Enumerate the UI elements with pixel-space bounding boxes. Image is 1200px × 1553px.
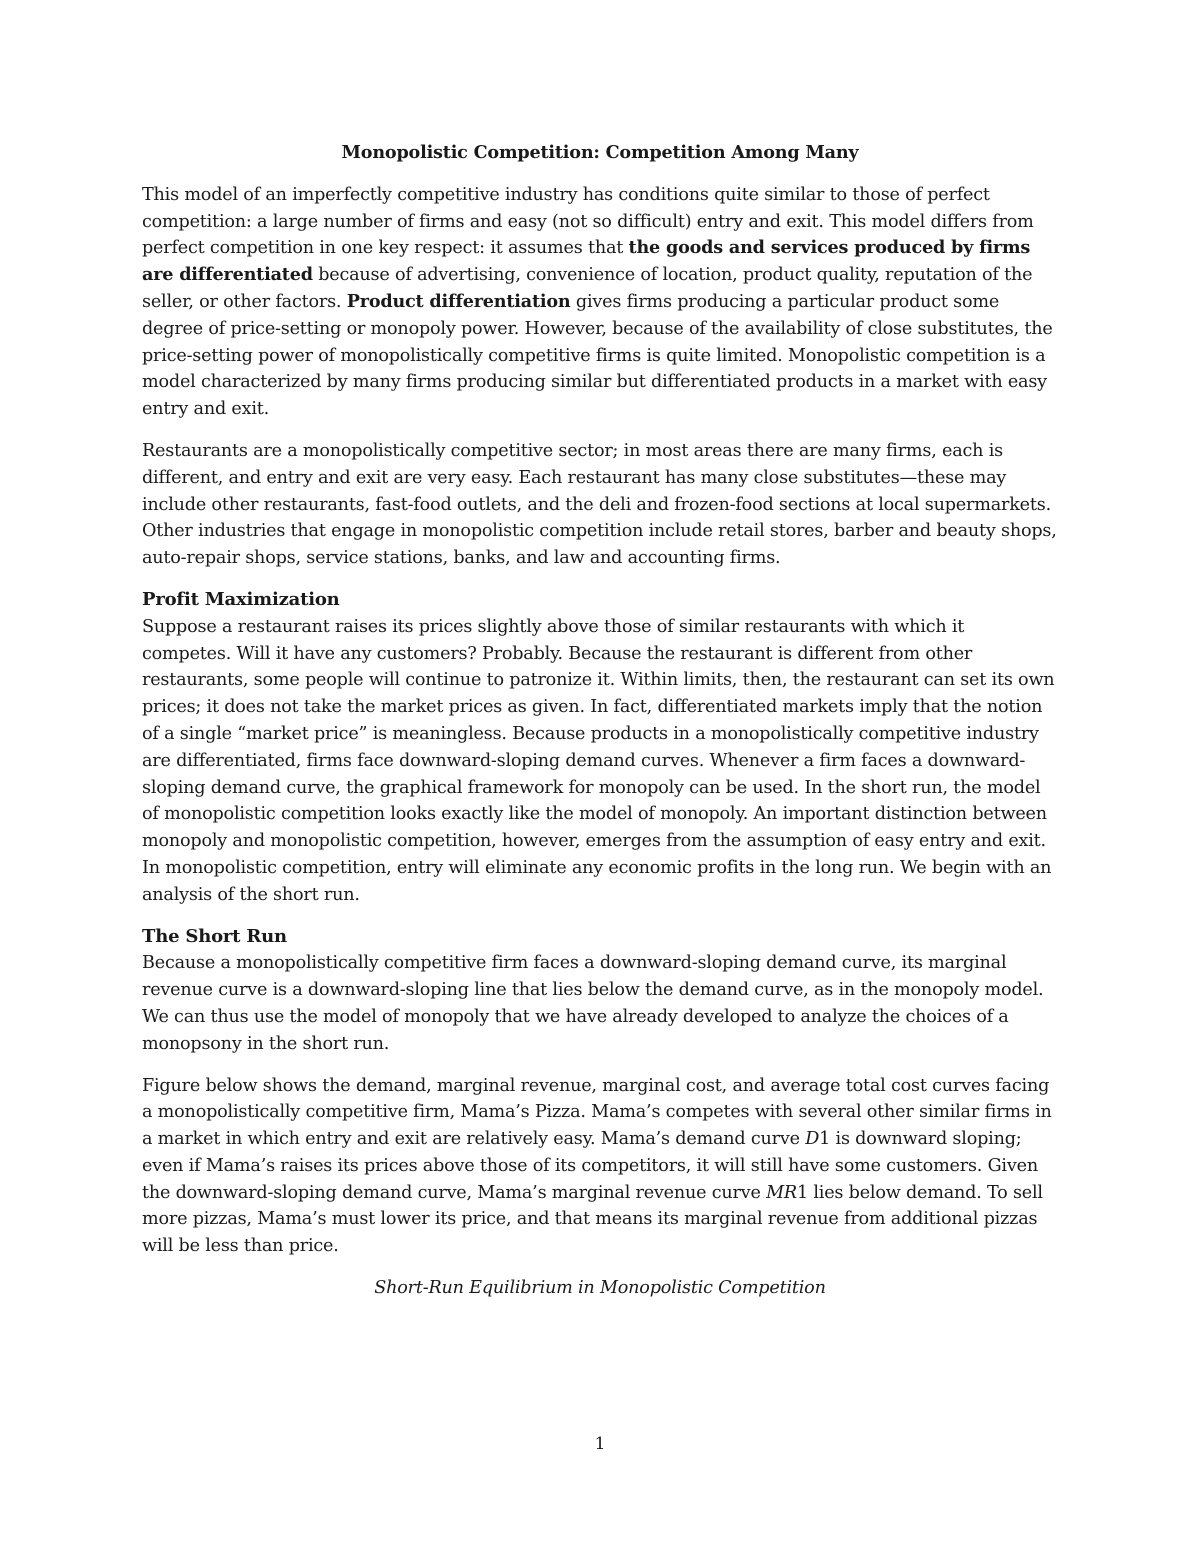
paragraph-profit-maximization: Suppose a restaurant raises its prices slightly above those of similar restaurants with which it competes. Will it have any customers? Probably. Because the restaurant is different from other restaurants, some people will continue to patronize it. Within limits, then, the restaurant can set its own prices; it does not take the market prices as given. In fact, differentiated markets imply that the notion of a single “market price” is meaningless. Because products in a monopolistically competitive industry are differentiated, firms face downward-sloping demand curves. Whenever a firm faces a downward-sloping demand curve, the graphical framework for monopoly can be used. In the short run, the model of monopolistic competition looks exactly like the model of monopoly. An important distinction between monopoly and monopolistic competition, however, emerges from the assumption of easy entry and exit. In monopolistic competition, entry will eliminate any economic profits in the long run. We begin with an analysis of the short run.	[142, 616, 1055, 905]
paragraph-text: because of advertising, convenience of location, product quality, reputation of the seller, or other factors.	[142, 265, 1033, 312]
page-number: 1	[594, 1434, 606, 1454]
document-page	[142, 140, 1058, 1302]
document-title: Monopolistic Competition: Competition Among Many	[341, 142, 859, 163]
section-heading-short-run: The Short Run	[142, 925, 287, 947]
paragraph-figure-description	[142, 1073, 1058, 1261]
bold-text: the goods and services produced by firms are differentiated	[142, 237, 1031, 286]
bold-text: Product differentiation	[346, 290, 571, 312]
italic-text: D	[805, 1129, 820, 1150]
section-heading-profit-maximization: Profit Maximization	[142, 588, 340, 610]
paragraph-text: gives firms producing a particular product some degree of price-setting or monopoly power. However, because of the availability of close substitutes, the price-setting power of monopolistically competitive firms is quite limited. Monopolistic competition is a model characterized by many firms producing similar but differentiated products in a market with easy entry and exit.	[142, 291, 1053, 420]
figure-caption: Short-Run Equilibrium in Monopolistic Competition	[374, 1278, 826, 1299]
italic-text: MR	[766, 1182, 797, 1203]
paragraph-text: Figure below shows the demand, marginal revenue, marginal cost, and average total cost curves facing a monopolistically competitive firm, Mama’s Pizza. Mama’s competes with several other similar firms in a market in which entry and exit are relatively easy. Mama’s demand curve	[142, 1075, 1052, 1150]
paragraph-intro	[142, 182, 1058, 423]
paragraph-restaurants: Restaurants are a monopolistically competitive sector; in most areas there are many firms, each is different, and entry and exit are very easy. Each restaurant has many close substitutes—these may include other restaurants, fast-food outlets, and the deli and frozen-food sections at local supermarkets. Other industries that engage in monopolistic competition include retail stores, barber and beauty shops, auto-repair shops, service stations, banks, and law and accounting firms.	[142, 440, 1057, 569]
paragraph-short-run: Because a monopolistically competitive firm faces a downward-sloping demand curve, its marginal revenue curve is a downward-sloping line that lies below the demand curve, as in the monopoly model. We can thus use the model of monopoly that we have already developed to analyze the choices of a monopsony in the short run.	[142, 953, 1044, 1054]
paragraph-text: This model of an imperfectly competitive industry has conditions quite similar to those of perfect competition: a large number of firms and easy (not so difficult) entry and exit. This model differs from perfect competition in one key respect: it assumes that	[142, 184, 1034, 259]
paragraph-text: 1 is downward sloping; even if Mama’s raises its prices above those of its competitors, it will still have some customers. Given the downward-sloping demand curve, Mama’s marginal revenue curve	[142, 1129, 1038, 1203]
paragraph-text: 1 lies below demand. To sell more pizzas, Mama’s must lower its price, and that means its marginal revenue from additional pizzas will be less than price.	[142, 1182, 1043, 1257]
